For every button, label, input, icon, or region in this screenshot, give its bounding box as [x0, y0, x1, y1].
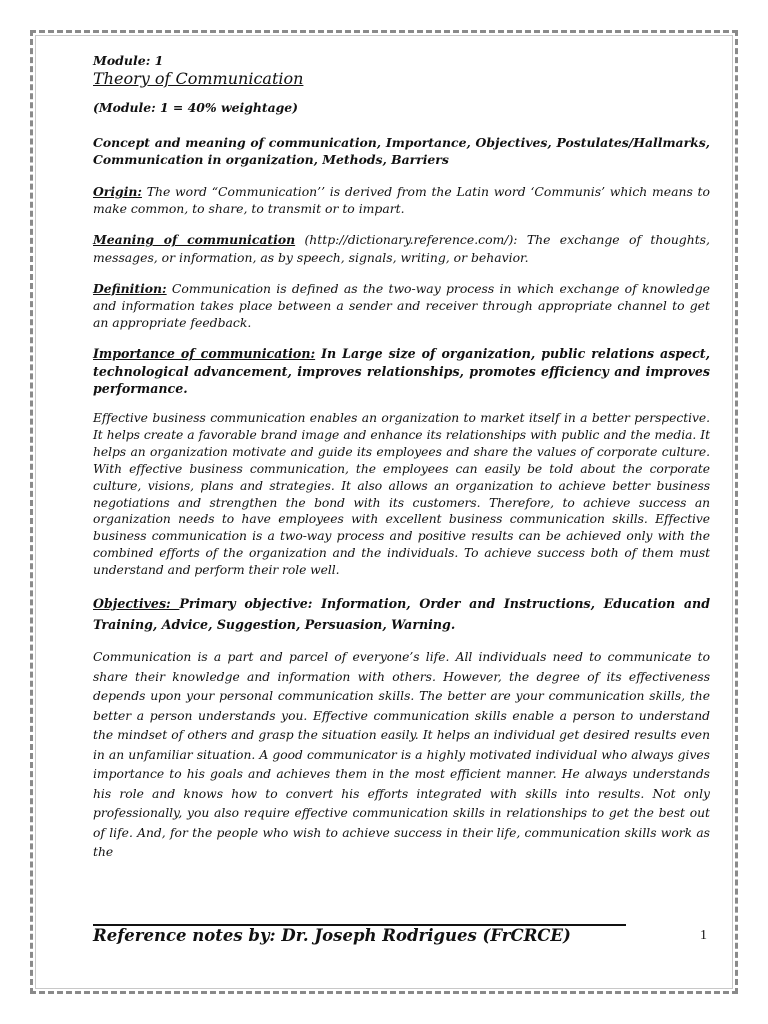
topics-heading: Concept and meaning of communication, Importance, Objectives, Postulates/Hallmarks, Communication in organization, Methods, Barriers: [93, 134, 710, 167]
meaning-label: Meaning of communication: [93, 232, 296, 248]
meaning-text: (http://dictionary.reference.com/): The exchange of thoughts, messages, or information, as by speech, signals, writing, or behavior.: [93, 232, 710, 265]
weightage-note: (Module: 1 = 40% weightage): [93, 100, 299, 116]
importance-heading-text: In Large size of organization, public relations aspect, technological advancement, improves relationships, promotes efficiency and improves performance.: [93, 346, 710, 396]
importance-heading: [93, 345, 710, 397]
footer-reference: Reference notes by: Dr. Joseph Rodrigues (FrCRCE): [93, 926, 571, 945]
document-body: [93, 52, 710, 863]
module-label: Module: 1: [93, 53, 164, 68]
importance-label: Importance of communication:: [93, 346, 316, 362]
meaning-paragraph: [93, 231, 710, 265]
objectives-heading-text: Primary objective: Information, Order and Instructions, Education and Training, Advice, Suggestion, Persuasion, Warning.: [93, 596, 711, 633]
importance-body: Effective business communication enables an organization to market itself in a better perspective. It helps create a favorable brand image and enhance its relationships with public and the media. It helps an organization motivate and guide its employees and share the values of corporate culture. With effective business communication, the employees can easily be told about the corporate culture, visions, plans and strategies. It also allows an organization to achieve better business negotiations and strengthen the bond with its customers. Therefore, to achieve success an organization needs to have employees with excellent business communication skills. Effective business communication is a two-way process and positive results can be achieved only with the combined efforts of the organization and the individuals. To achieve success both of them must understand and perform their role well.: [93, 411, 710, 578]
objectives-label: Objectives:: [93, 596, 180, 612]
page-number: 1: [700, 928, 707, 943]
definition-paragraph: [93, 280, 710, 332]
origin-label: Origin:: [93, 184, 142, 200]
objectives-heading: [93, 593, 710, 635]
definition-text: Communication is defined as the two-way process in which exchange of knowledge and information takes place between a sender and receiver through appropriate channel to get an appropriate feedback.: [93, 280, 710, 331]
origin-text: The word “Communication’’ is derived from the Latin word ‘Communis’ which means to make common, to share, to transmit or to impart.: [93, 184, 710, 217]
origin-paragraph: [93, 183, 710, 217]
objectives-body: Communication is a part and parcel of everyone’s life. All individuals need to communicate to share their knowledge and information with others. However, the degree of its effectiveness depends upon your personal communication skills. The better are your communication skills, the better a person understands you. Effective communication skills enable a person to understand the mindset of others and grasp the situation easily. It helps an individual get desired results even in an unfamiliar situation. A good communicator is a highly motivated individual who always gives importance to his goals and achieves them in the most efficient manner. He always understands his role and knows how to convert his efforts integrated with skills into results. Not only professionally, you also require effective communication skills in relationships to get the best out of life. And, for the people who wish to achieve success in their life, communication skills work as the: [93, 650, 710, 860]
page-title: Theory of Communication: [93, 69, 304, 89]
definition-label: Definition:: [93, 280, 167, 296]
